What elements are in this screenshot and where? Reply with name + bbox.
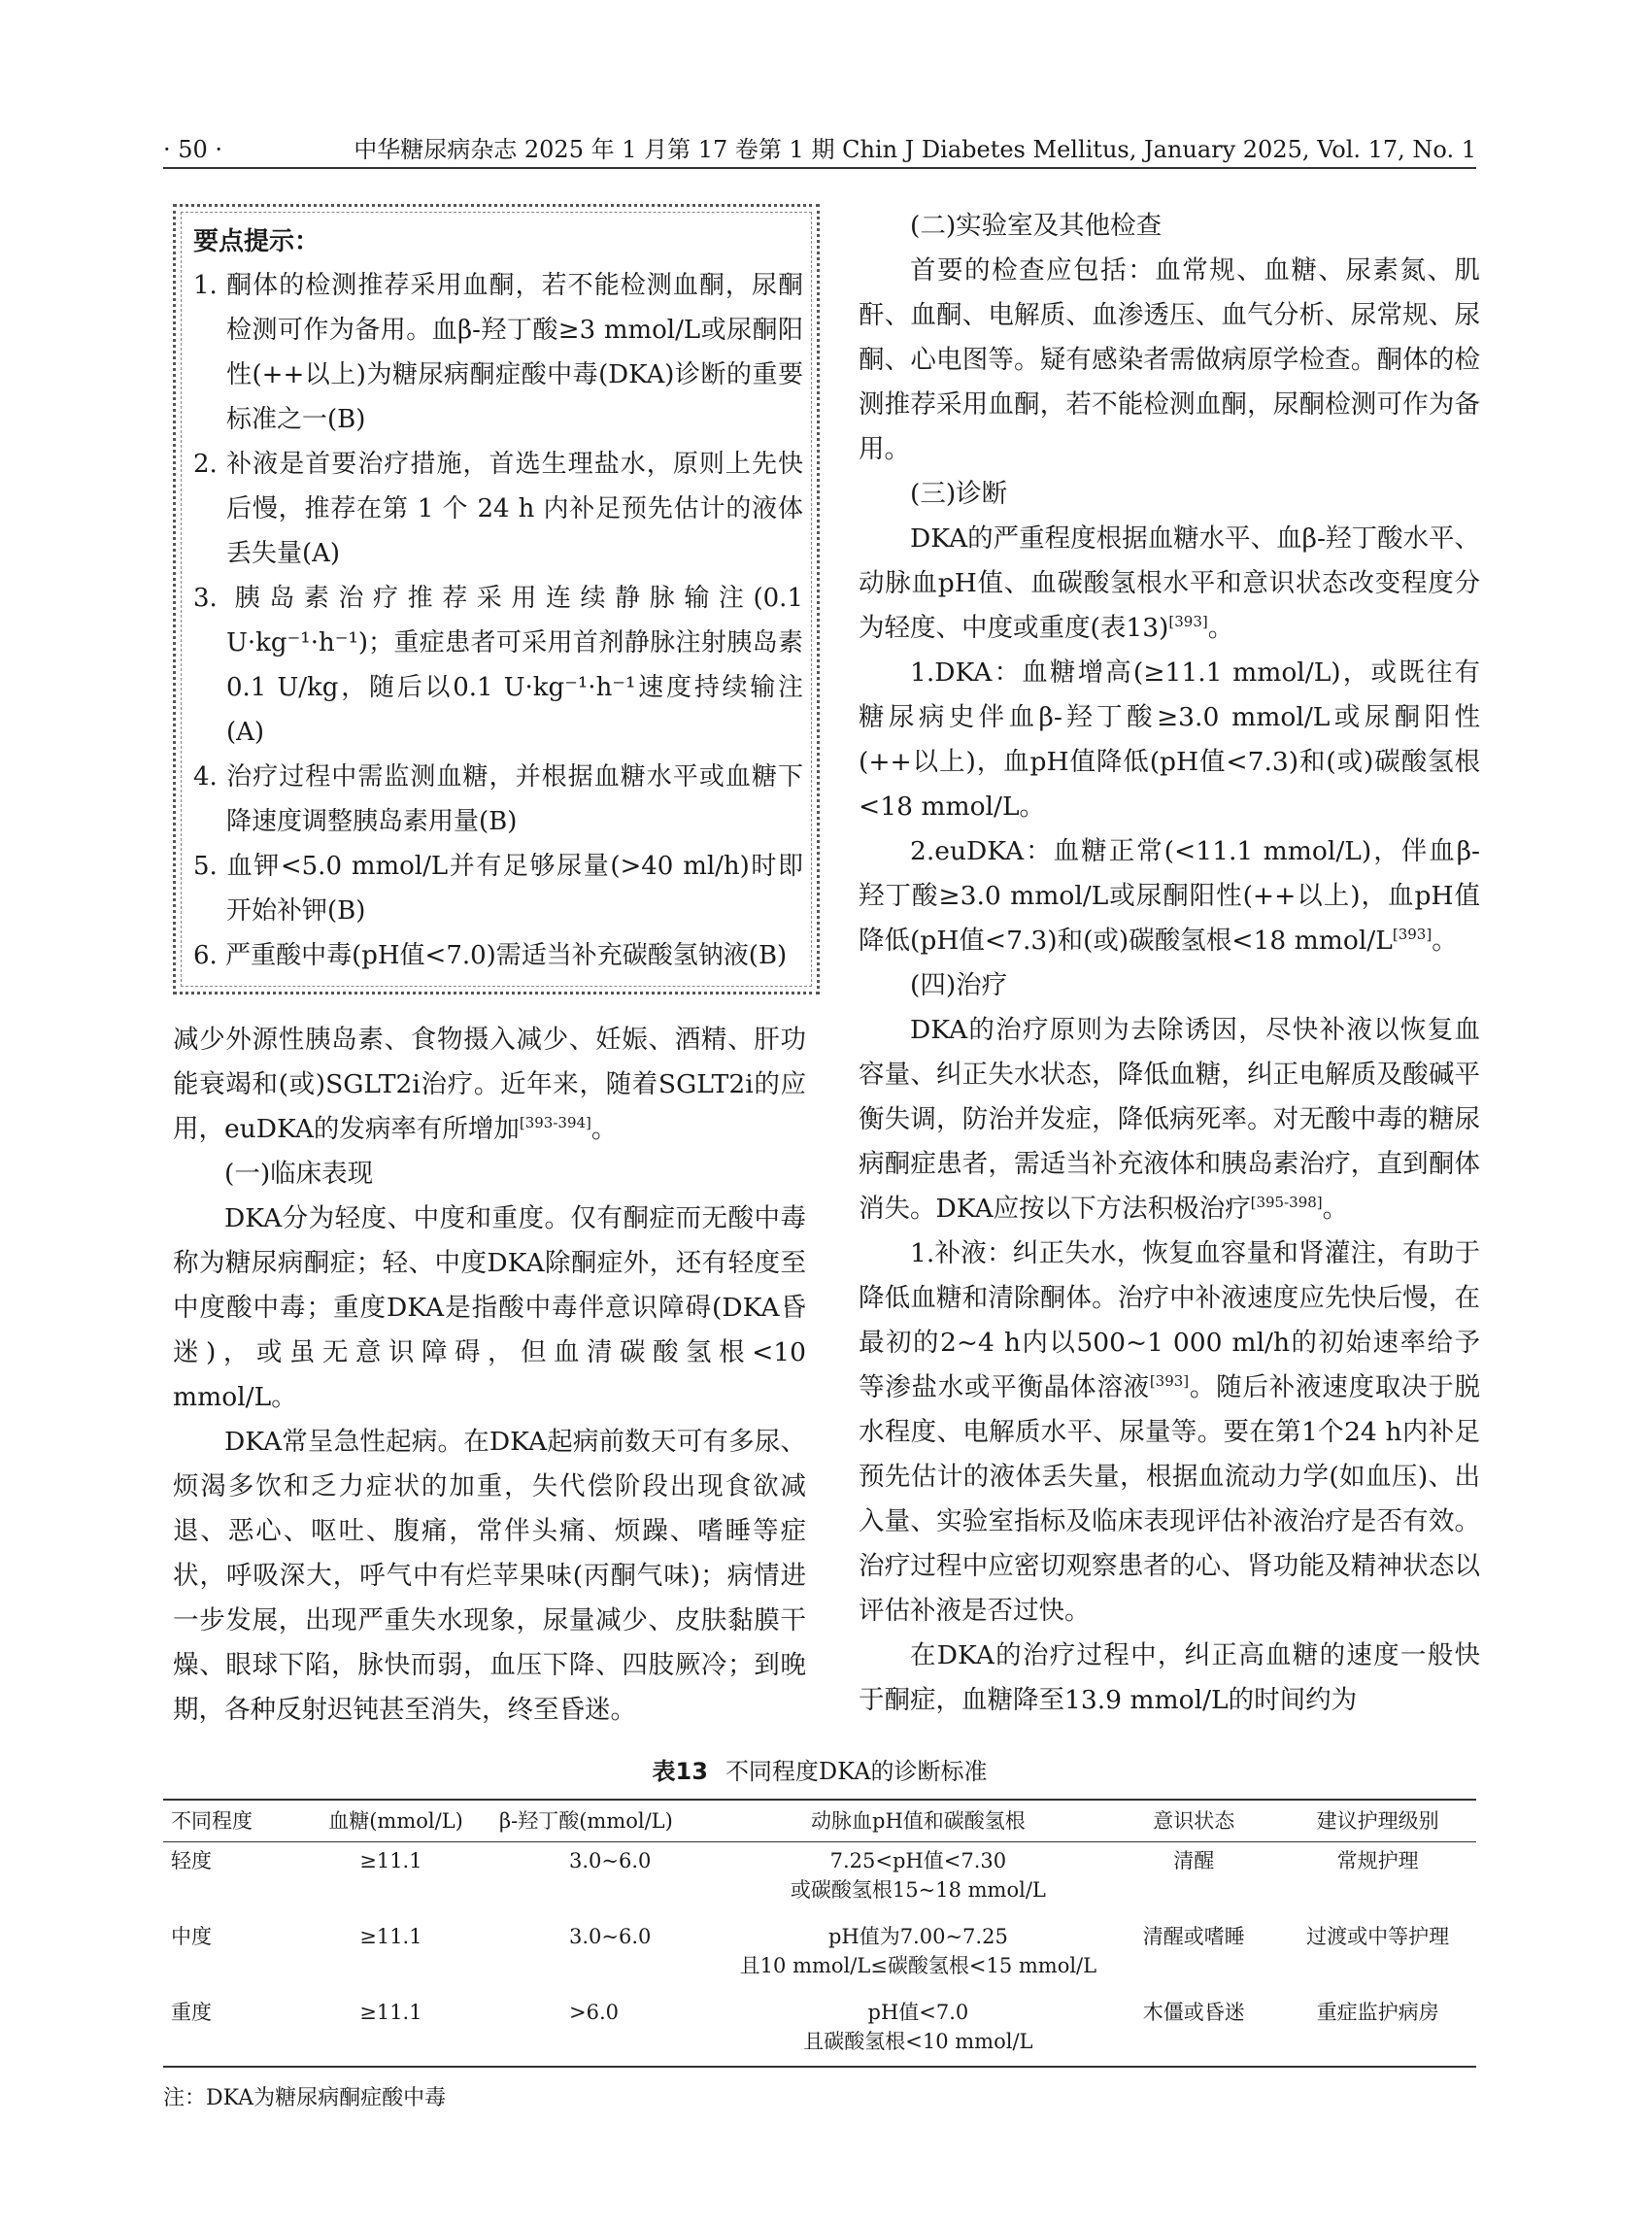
keypoint-item: 2. 补液是首要治疗措施，首选生理盐水，原则上先快后慢，推荐在第 1 个 24 h 内补足预先估计的液体丢失量(A) — [193, 450, 803, 568]
citation-ref: [393] — [1149, 1372, 1190, 1390]
cell-care: 过渡或中等护理 — [1306, 1925, 1450, 1948]
keypoint-item: 3. 胰岛素治疗推荐采用连续静脉输注(0.1 U·kg⁻¹·h⁻¹)；重症患者可采用首剂静脉注射胰岛素0.1 U/kg，随后以0.1 U·kg⁻¹·h⁻¹速度持续输注(A) — [193, 584, 803, 747]
keypoint-item: 5. 血钾<5.0 mmol/L并有足够尿量(>40 ml/h)时即开始补钾(B) — [193, 852, 803, 926]
cell-degree: 中度 — [171, 1925, 212, 1948]
cell-care: 常规护理 — [1336, 1849, 1419, 1872]
keypoint-item: 6. 严重酸中毒(pH值<7.0)需适当补充碳酸氢钠液(B) — [193, 941, 788, 970]
cell-ph: pH值<7.0 且碳酸氢根<10 mmol/L — [727, 1984, 1108, 2067]
cell-conscious: 清醒或嗜睡 — [1142, 1925, 1245, 1948]
body-paragraph: 减少外源性胰岛素、食物摄入减少、妊娠、酒精、肝功能衰竭和(或)SGLT2i治疗。近年来，随着SGLT2i的应用，euDKA的发病率有所增加[393-394]。 — [173, 1025, 806, 1144]
cell-bhb: >6.0 — [491, 1984, 727, 2067]
table-row — [163, 1842, 1476, 1909]
cell-ph: pH值为7.00~7.25 且10 mmol/L≤碳酸氢根<15 mmol/L — [739, 1925, 1097, 1977]
column-header: 动脉血pH值和碳酸氢根 — [727, 1800, 1108, 1842]
body-paragraph: DKA常呈急性起病。在DKA起病前数天可有多尿、烦渴多饮和乏力症状的加重，失代偿阶段出现食欲减退、恶心、呕吐、腹痛，常伴头痛、烦躁、嗜睡等症状，呼吸深大，呼气中有烂苹果味(丙酮气味)；病情进一步发展，出现严重失水现象，尿量减少、皮肤黏膜干燥、眼球下陷，脉快而弱，血压下降、四肢厥冷；到晚期，各种反射迟钝甚至消失，终至昏迷。 — [173, 1427, 806, 1725]
cell-conscious: 清醒 — [1173, 1849, 1215, 1872]
table-row — [163, 1908, 1476, 1984]
table-label: 表13 — [652, 1758, 708, 1785]
cell-glucose: ≥11.1 — [359, 1925, 422, 1948]
cell-bhb: 3.0~6.0 — [568, 1849, 652, 1872]
citation-ref: [393] — [1392, 926, 1433, 943]
right-column — [859, 204, 1480, 1723]
table-title: 不同程度DKA的诊断标准 — [725, 1758, 988, 1785]
column-header: 建议护理级别 — [1279, 1800, 1476, 1842]
cell-degree: 轻度 — [171, 1849, 212, 1872]
column-header: β-羟丁酸(mmol/L) — [491, 1800, 727, 1842]
section-heading-diagnosis: (三)诊断 — [910, 479, 1008, 509]
column-header: 血糖(mmol/L) — [320, 1800, 491, 1842]
body-paragraph: 在DKA的治疗过程中，纠正高血糖的速度一般快于酮症，血糖降至13.9 mmol/L的时间约为 — [859, 1640, 1480, 1715]
keypoints-list — [193, 263, 803, 978]
keypoint-item: 1. 酮体的检测推荐采用血酮，若不能检测血酮，尿酮检测可作为备用。血β-羟丁酸≥3 mmol/L或尿酮阳性(++以上)为糖尿病酮症酸中毒(DKA)诊断的重要标准之一(B) — [193, 271, 803, 434]
body-paragraph: 1.补液：纠正失水，恢复血容量和肾灌注，有助于降低血糖和清除酮体。治疗中补液速度应先快后慢，在最初的2~4 h内以500~1 000 ml/h的初始速率给予等渗盐水或平衡晶体溶液[393]。随后补液速度取决于脱水程度、电解质水平、尿量等。要在第1个24 h内补足预先估计的液体丢失量，根据血流动力学(如血压)、出入量、实验室指标及临床表现评估补液治疗是否有效。治疗过程中应密切观察患者的心、肾功能及精神状态以评估补液是否过快。 — [859, 1238, 1480, 1626]
keypoints-box — [173, 204, 820, 995]
diagnostic-table — [163, 1799, 1476, 2068]
table-13 — [163, 1752, 1476, 2118]
left-column — [173, 204, 806, 1733]
cell-conscious: 木僵或昏迷 — [1108, 1984, 1279, 2067]
body-paragraph: 2.euDKA：血糖正常(<11.1 mmol/L)，伴血β-羟丁酸≥3.0 mmol/L或尿酮阳性(++以上)，血pH值降低(pH值<7.3)和(或)碳酸氢根<18 mmol/L[393]。 — [859, 836, 1480, 956]
table-caption — [163, 1752, 1476, 1791]
table-header-row — [163, 1800, 1476, 1842]
body-paragraph: 首要的检查应包括：血常规、血糖、尿素氮、肌酐、血酮、电解质、血渗透压、血气分析、尿常规、尿酮、心电图等。疑有感染者需做病原学检查。酮体的检测推荐采用血酮，若不能检测血酮，尿酮检测可作为备用。 — [859, 255, 1480, 464]
cell-ph: 7.25<pH值<7.30 或碳酸氢根15~18 mmol/L — [790, 1849, 1046, 1902]
column-header: 不同程度 — [163, 1800, 320, 1842]
body-paragraph: DKA的严重程度根据血糖水平、血β-羟丁酸水平、动脉血pH值、血碳酸氢根水平和意识状态改变程度分为轻度、中度或重度(表13)[393]。 — [859, 523, 1480, 643]
section-heading-clinical: (一)临床表现 — [224, 1159, 374, 1189]
journal-citation: 中华糖尿病杂志 2025 年 1 月第 17 卷第 1 期 Chin J Diabetes Mellitus, January 2025, Vol. 17, No. 1 — [354, 136, 1476, 163]
keypoints-title: 要点提示： — [193, 227, 320, 256]
citation-ref: [393-394] — [519, 1114, 591, 1131]
cell-bhb: 3.0~6.0 — [568, 1925, 652, 1948]
column-header: 意识状态 — [1108, 1800, 1279, 1842]
body-paragraph: DKA分为轻度、中度和重度。仅有酮症而无酸中毒称为糖尿病酮症；轻、中度DKA除酮症外，还有轻度至中度酸中毒；重度DKA是指酸中毒伴意识障碍(DKA昏迷)，或虽无意识障碍，但血清碳酸氢根<10 mmol/L。 — [173, 1203, 806, 1412]
body-paragraph: 1.DKA：血糖增高(≥11.1 mmol/L)，或既往有糖尿病史伴血β-羟丁酸≥3.0 mmol/L或尿酮阳性(++以上)，血pH值降低(pH值<7.3)和(或)碳酸氢根<18 mmol/L。 — [859, 657, 1480, 822]
cell-degree: 重度 — [163, 1984, 320, 2067]
cell-care: 重症监护病房 — [1279, 1984, 1476, 2067]
section-heading-lab: (二)实验室及其他检查 — [910, 211, 1163, 241]
page-number: · 50 · — [163, 136, 223, 163]
body-paragraph: DKA的治疗原则为去除诱因，尽快补液以恢复血容量、纠正失水状态，降低血糖，纠正电解质及酸碱平衡失调，防治并发症，降低病死率。对无酸中毒的糖尿病酮症患者，需适当补充液体和胰岛素治疗，直到酮体消失。DKA应按以下方法积极治疗[395-398]。 — [859, 1015, 1480, 1224]
citation-ref: [393] — [1168, 613, 1208, 630]
section-heading-treatment: (四)治疗 — [910, 970, 1008, 1000]
citation-ref: [395-398] — [1250, 1194, 1323, 1211]
running-header — [163, 132, 1476, 169]
cell-glucose: ≥11.1 — [359, 1849, 422, 1872]
keypoint-item: 4. 治疗过程中需监测血糖，并根据血糖水平或血糖下降速度调整胰岛素用量(B) — [193, 762, 803, 836]
cell-glucose: ≥11.1 — [320, 1984, 491, 2067]
table-row — [163, 1984, 1476, 2067]
table-note: 注：DKA为糖尿病酮症酸中毒 — [163, 2086, 447, 2110]
